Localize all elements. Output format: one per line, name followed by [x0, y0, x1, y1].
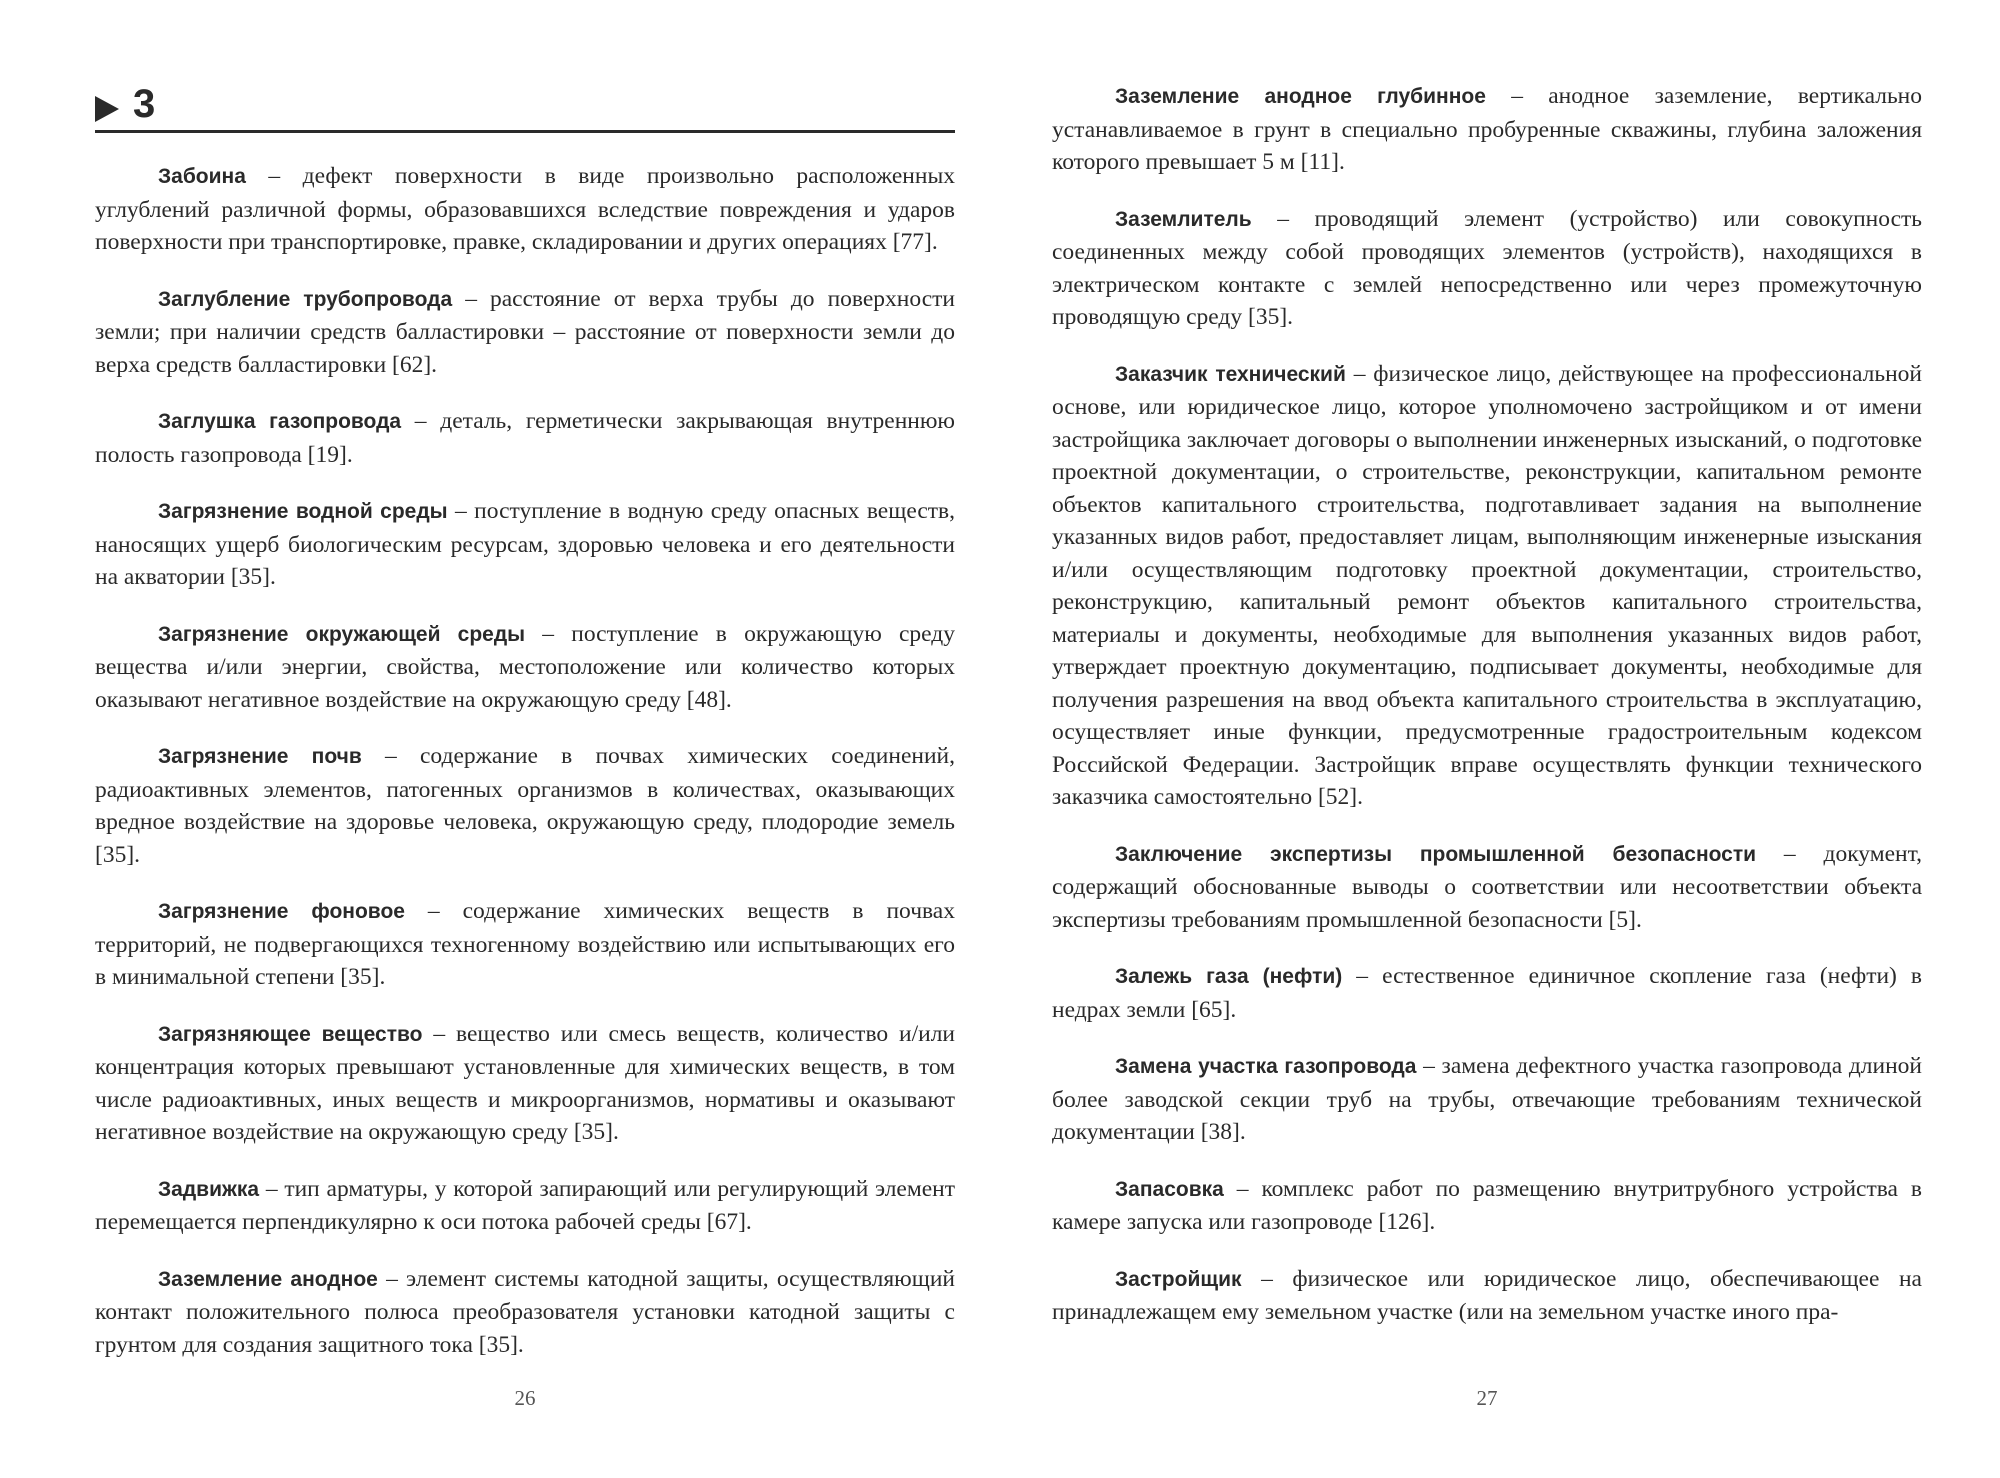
entry-definition: – тип арматуры, у которой запирающий или регулирующий элемент перемещается перпендикулярно к оси потока рабочей среды [67]. [95, 1175, 955, 1235]
glossary-entry [95, 405, 955, 471]
glossary-entry [1052, 203, 1922, 334]
glossary-entry [1052, 358, 1922, 814]
entry-term: Заглушка газопровода [158, 410, 402, 433]
entry-definition: – поступление в окружающую среду вещества и/или энергии, свойства, местоположение или количество которых оказывают негативное воздействие на окружающую среду [48]. [95, 620, 955, 713]
glossary-entry [95, 283, 955, 382]
entry-definition: – естественное единичное скопление газа (нефти) в недрах земли [65]. [1052, 963, 1922, 1023]
entry-term: Залежь газа (нефти) [1115, 965, 1343, 988]
entry-term: Заземление анодное [158, 1267, 378, 1291]
entry-definition: – поступление в водную среду опасных веществ, наносящих ущерб биологическим ресурсам, здоровью человека и его деятельности на акватории [35]. [95, 498, 956, 590]
page-number: 27 [1476, 1386, 1498, 1410]
entry-term: Загрязнение водной среды [158, 500, 448, 523]
entry-term: Забоина [158, 165, 246, 188]
entry-definition: – деталь, герметически закрывающая внутреннюю полость газопровода [19]. [95, 408, 955, 468]
entry-definition: – расстояние от верха трубы до поверхности земли; при наличии средств балластировки – расстояние от поверхности земли до верха средств балластировки [62]. [95, 285, 955, 378]
glossary-entry [95, 1263, 955, 1362]
right-entries [1052, 80, 1922, 1353]
entry-term: Замена участка газопровода [1115, 1055, 1417, 1078]
glossary-entry [1052, 80, 1922, 179]
entry-definition: – вещество или смесь веществ, количество и/или концентрация которых превышают установленные для химических веществ, в том числе радиоактивных, иных веществ и микроорганизмов, нормативы и оказывают негативное воздействие на окружающую среду [35]. [95, 1020, 955, 1145]
entry-definition: – элемент системы катодной защиты, осуществляющий контакт положительного полюса преобразователя установки катодной защиты с грунтом для создания защитного тока [35]. [95, 1265, 955, 1358]
entry-term: Запасовка [1115, 1177, 1224, 1201]
glossary-entry [1052, 838, 1922, 937]
glossary-entry [1052, 1173, 1922, 1239]
entry-definition: – анодное заземление, вертикально устанавливаемое в грунт в специально пробуренные скважины, глубина заложения которого превышает 5 м [11]. [1052, 83, 1922, 175]
right-page [1052, 0, 1922, 1478]
glossary-entry [95, 1018, 955, 1149]
entry-definition: – физическое или юридическое лицо, обеспечивающее на принадлежащем ему земельном участке (или на земельном участке иного пра- [1052, 1265, 1922, 1325]
entry-definition: – проводящий элемент (устройство) или совокупность соединенных между собой проводящих элементов (устройств), находящихся в электрическом контакте с землей непосредственно или через промежуточную проводящую среду [35]. [1052, 205, 1922, 330]
entry-term: Задвижка [158, 1177, 260, 1201]
glossary-entry [95, 895, 955, 994]
entry-term: Застройщик [1115, 1267, 1242, 1291]
entry-definition: – содержание в почвах химических соединений, радиоактивных элементов, патогенных организмов в количествах, оказывающих вредное воздействие на здоровье человека, окружающую среду, плодородие земель [35]. [95, 743, 955, 868]
chapter-number: 3 [133, 82, 156, 126]
entry-definition: – физическое лицо, действующее на профессиональной основе, или юридическое лицо, которое уполномочено застройщиком и от имени застройщика заключает договоры о выполнении инженерных изысканий, о подготовке проектной документации, о строительстве, реконструкции, капитальном ремонте объектов капитального строительства, подготавливает задания на выполнение указанных видов работ, предоставляет лицам, выполняющим инженерные изыскания и/или осуществляющим подготовку проектной документации, строительство, реконструкцию, капитальный ремонт объектов капитального строительства, материалы и документы, необходимые для выполнения указанных видов работ, утверждает проектную документацию, подписывает документы, необходимые для получения разрешения на ввод объекта капитального строительства в эксплуатацию, осуществляет иные функции, предусмотренные градостроительным кодексом Российской Федерации. Застройщик вправе осуществлять функции технического заказчика самостоятельно [52]. [1052, 360, 1922, 810]
glossary-entry [95, 160, 955, 259]
entry-definition: – содержание химических веществ в почвах территорий, не подвергающихся техногенному воздействию или испытывающих его в минимальной степени [35]. [95, 898, 955, 990]
entry-term: Загрязняющее вещество [158, 1022, 423, 1046]
glossary-entry [95, 618, 955, 717]
entry-term: Заключение экспертизы промышленной безопасности [1115, 842, 1757, 866]
page-number: 26 [514, 1386, 536, 1410]
glossary-entry [1052, 1263, 1922, 1329]
left-page [95, 0, 955, 1478]
entry-term: Загрязнение фоновое [158, 900, 405, 923]
entry-term: Загрязнение окружающей среды [158, 622, 526, 646]
chapter-header [95, 82, 955, 133]
entry-term: Заземлитель [1115, 207, 1252, 231]
glossary-entry [1052, 960, 1922, 1026]
triangle-marker-icon [95, 96, 119, 122]
entry-term: Загрязнение почв [158, 745, 362, 768]
entry-definition: – замена дефектного участка газопровода длиной более заводской секции труб на трубы, отвечающие требованиям технической документации [38]. [1052, 1053, 1922, 1145]
entry-term: Заглубление трубопровода [158, 287, 453, 311]
entry-term: Заземление анодное глубинное [1115, 85, 1486, 108]
glossary-entry [1052, 1050, 1922, 1149]
glossary-entry [95, 1173, 955, 1239]
entry-definition: – документ, содержащий обоснованные выводы о соответствии или несоответствии объекта экспертизы требованиям промышленной безопасности [5]. [1052, 840, 1922, 933]
glossary-entry [95, 740, 955, 871]
entry-definition: – дефект поверхности в виде произвольно расположенных углублений различной формы, образовавшихся вследствие повреждения и ударов поверхности при транспортировке, правке, складировании и других операциях [77]. [95, 163, 955, 255]
left-entries [95, 160, 955, 1385]
entry-term: Заказчик технический [1115, 362, 1346, 386]
entry-definition: – комплекс работ по размещению внутритрубного устройства в камере запуска или газопроводе [126]. [1052, 1175, 1922, 1235]
glossary-entry [95, 495, 955, 594]
